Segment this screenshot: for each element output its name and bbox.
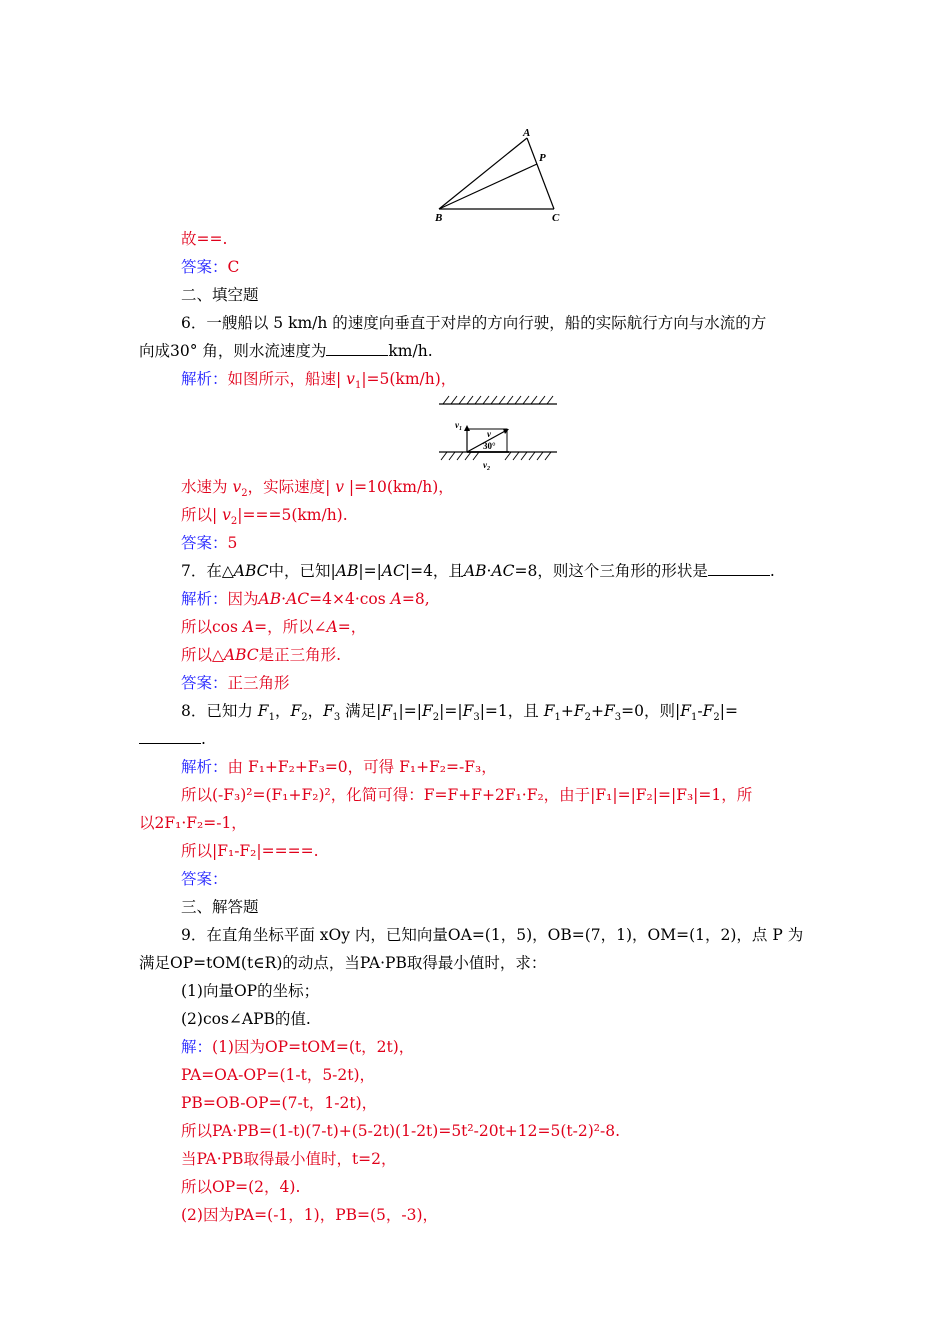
question-8-line2: . <box>139 729 206 749</box>
answer-6: 答案：5 <box>181 534 238 552</box>
question-9-part2: (2)cos∠APB的值. <box>181 1010 311 1028</box>
svg-text:30°: 30° <box>483 441 496 451</box>
solution-7-line2: 所以cos A=，所以∠A=， <box>181 618 367 636</box>
section-solve: 三、解答题 <box>181 898 259 916</box>
solution-9-line6: 所以OP=(2，4). <box>181 1178 301 1196</box>
answer-7: 答案：正三角形 <box>181 674 290 692</box>
question-6-line2: 向成30° 角，则水流速度为 km/h. <box>139 342 433 360</box>
solution-9-line1: 解：(1)因为OP=tOM=(t，2t)， <box>181 1038 415 1056</box>
solution-7-line3: 所以△ABC是正三角形. <box>181 646 342 664</box>
solution-8-line3: 以2F₁·F₂=-1， <box>139 814 247 832</box>
label-B: B <box>435 212 443 224</box>
solution-9-line5: 当PA·PB取得最小值时，t=2， <box>181 1150 397 1168</box>
svg-text:v2: $v_2$ <box>483 460 490 472</box>
answer-8: 答案： <box>181 870 228 888</box>
svg-text:v1: $v_1$ <box>455 420 462 432</box>
svg-text:v: v <box>487 429 491 439</box>
label-P: P <box>539 152 546 164</box>
question-8-line1: 8．已知力 $F_1$，$F_2$，$F_3$ 满足$|F_1|=|F_2|=|F_3|=1$，且 $F_1+F_2+F_3=0$，则$|F_1-F_2|=$ <box>181 702 738 724</box>
label-C: C <box>552 212 560 224</box>
question-9-part1: (1)向量OP的坐标； <box>181 982 320 1000</box>
solution-6-line3: 所以| $v_2|===5(km/h)$. <box>181 506 348 528</box>
solution-9-line7: (2)因为PA=(-1，1)，PB=(5，-3)， <box>181 1206 439 1224</box>
line-conclusion: 故==. <box>181 230 228 248</box>
label-A: A <box>523 127 531 139</box>
answer-5: 答案：C <box>181 258 240 276</box>
solution-8-line1: 解析：由 F₁+F₂+F₃=0，可得 F₁+F₂=-F₃， <box>181 758 497 776</box>
section-fill-blank: 二、填空题 <box>181 286 259 304</box>
question-7: 7．在△ABC中，已知|AB|=|AC|=4，且AB·AC=8，则这个三角形的形状是 . <box>181 562 775 580</box>
solution-8-line2: 所以(-F₃)²=(F₁+F₂)²，化简可得：F=F+F+2F₁·F₂，由于|F₁|=|F₂|=|F₃|=1，所 <box>181 786 753 804</box>
solution-8-line4: 所以|F₁-F₂|====. <box>181 842 319 860</box>
question-9-line1: 9．在直角坐标平面 xOy 内，已知向量OA=(1，5)，OB=(7，1)，OM=(1，2)，点 P 为 <box>181 926 804 944</box>
question-6-line1: 6．一艘船以 5 km/h 的速度向垂直于对岸的方向行驶，船的实际航行方向与水流的方 <box>181 314 767 332</box>
question-9-line2: 满足OP=tOM(t∈R)的动点，当PA·PB取得最小值时，求： <box>139 954 547 972</box>
solution-7-line1: 解析：因为AB·AC=4×4·cos A=8, <box>181 590 430 608</box>
solution-9-line4: 所以PA·PB=(1-t)(7-t)+(5-2t)(1-2t)=5t²-20t+12=5(t-2)²-8. <box>181 1122 621 1140</box>
solution-6-line1: 解析：如图所示，船速| $v_1|=5(km/h)$， <box>181 370 457 392</box>
boat-velocity-figure <box>437 392 559 472</box>
solution-9-line3: PB=OB-OP=(7-t，1-2t)， <box>181 1094 378 1112</box>
solution-9-line2: PA=OA-OP=(1-t，5-2t)， <box>181 1066 376 1084</box>
triangle-figure <box>425 125 565 225</box>
solution-6-line2: 水速为 $v_2$，实际速度| v |=10(km/h)， <box>181 478 454 500</box>
